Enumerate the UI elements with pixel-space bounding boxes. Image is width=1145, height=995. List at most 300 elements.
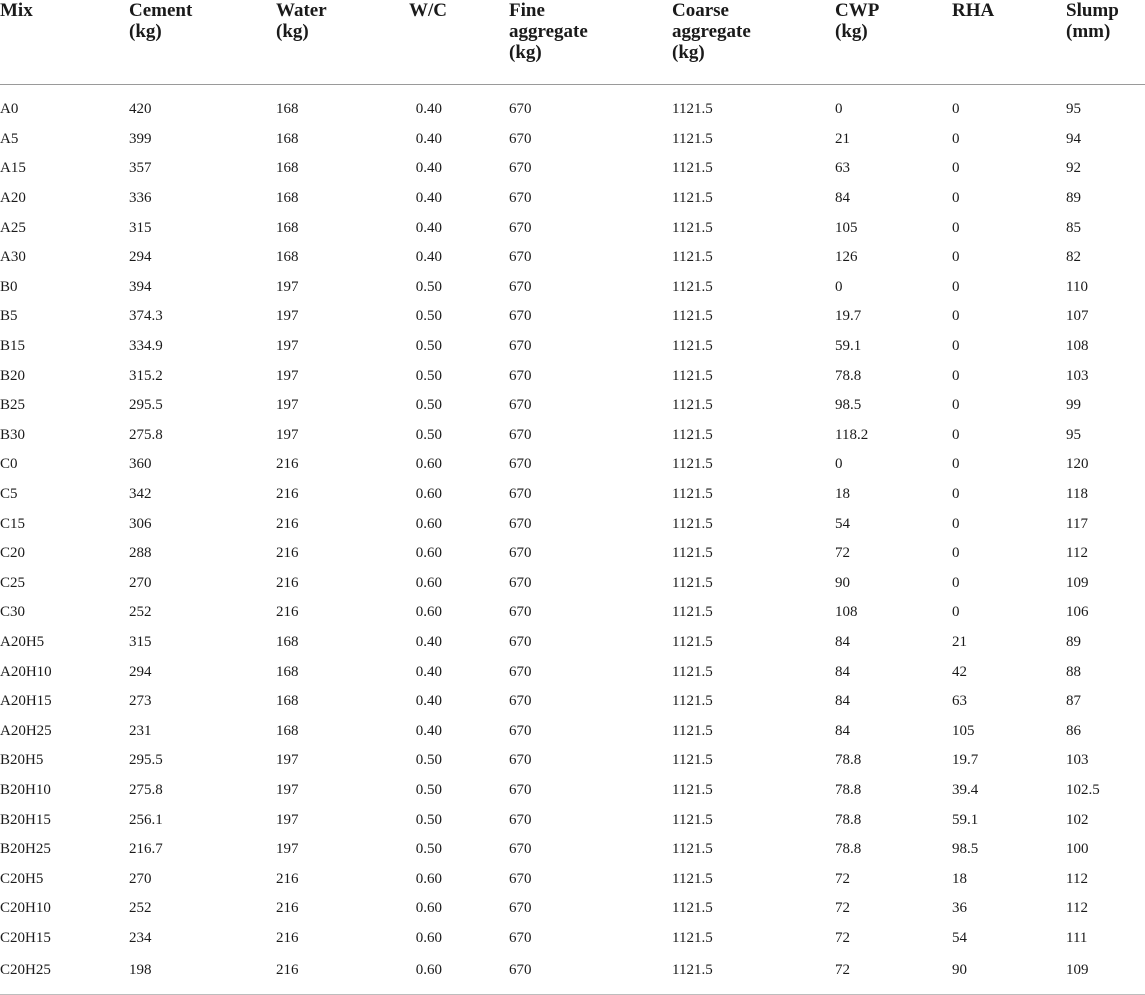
cell-cwp: 78.8 [835,841,862,858]
cell-slump: 112 [1066,870,1088,887]
table-row [0,539,1145,569]
table-row [0,213,1145,243]
cell-cement: 294 [129,663,152,680]
cell-water: 168 [276,249,299,266]
cell-cement: 234 [129,929,152,946]
cell-cement: 216.7 [129,841,163,858]
cell-mix: C20 [0,545,26,562]
cell-rha: 63 [952,693,967,710]
cell-cwp: 72 [835,929,850,946]
cell-cement: 357 [129,160,152,177]
table-row [0,864,1145,894]
table-row [0,835,1145,865]
cell-coarse-aggregate: 1121.5 [672,190,713,207]
cell-cement: 295.5 [129,752,163,769]
cell-fine-aggregate: 670 [509,574,532,591]
cell-cwp: 78.8 [835,811,862,828]
table-row [0,273,1145,303]
cell-mix: A20H25 [0,722,52,739]
cell-slump: 102.5 [1066,781,1100,798]
cell-mix: B20H15 [0,811,51,828]
cell-water: 216 [276,486,299,503]
cell-mix: A25 [0,219,26,236]
cell-fine-aggregate: 670 [509,101,532,118]
cell-fine-aggregate: 670 [509,722,532,739]
cell-water: 168 [276,101,299,118]
cell-fine-aggregate: 670 [509,961,532,978]
cell-slump: 89 [1066,633,1081,650]
table-row [0,805,1145,835]
cell-rha: 21 [952,633,967,650]
cell-mix: A20H10 [0,663,52,680]
cell-fine-aggregate: 670 [509,633,532,650]
table-row [0,480,1145,510]
cell-cwp: 21 [835,130,850,147]
cell-water: 197 [276,338,299,355]
cell-mix: B20 [0,367,26,384]
cell-wc: 0.60 [415,515,442,532]
cell-rha: 0 [952,338,960,355]
cell-rha: 0 [952,101,960,118]
cell-rha: 90 [952,961,967,978]
cell-water: 197 [276,841,299,858]
cell-cwp: 84 [835,693,850,710]
cell-cement: 336 [129,190,152,207]
table-row [0,716,1145,746]
cell-coarse-aggregate: 1121.5 [672,961,713,978]
cell-fine-aggregate: 670 [509,515,532,532]
cell-wc: 0.50 [415,338,442,355]
cell-fine-aggregate: 670 [509,693,532,710]
cell-rha: 0 [952,456,960,473]
cell-coarse-aggregate: 1121.5 [672,515,713,532]
cell-wc: 0.60 [415,456,442,473]
cell-cement: 275.8 [129,781,163,798]
table-row [0,125,1145,155]
cell-water: 216 [276,456,299,473]
cell-rha: 0 [952,486,960,503]
cell-fine-aggregate: 670 [509,811,532,828]
cell-cwp: 84 [835,722,850,739]
cell-water: 197 [276,308,299,325]
cell-mix: C25 [0,574,26,591]
cell-coarse-aggregate: 1121.5 [672,574,713,591]
column-header-cwp: CWP (kg) [835,0,880,42]
cell-cwp: 126 [835,249,858,266]
cell-mix: A20H15 [0,693,52,710]
table-row [0,421,1145,451]
column-header-water: Water (kg) [276,0,327,42]
cell-cement: 315.2 [129,367,163,384]
cell-rha: 0 [952,219,960,236]
cell-coarse-aggregate: 1121.5 [672,308,713,325]
cell-coarse-aggregate: 1121.5 [672,456,713,473]
cell-water: 168 [276,663,299,680]
cell-slump: 108 [1066,338,1089,355]
cell-wc: 0.50 [415,397,442,414]
cell-wc: 0.50 [415,841,442,858]
cell-slump: 95 [1066,426,1081,443]
cell-cwp: 19.7 [835,308,862,325]
cell-rha: 0 [952,249,960,266]
cell-coarse-aggregate: 1121.5 [672,545,713,562]
cell-cwp: 54 [835,515,850,532]
cell-slump: 100 [1066,841,1089,858]
cell-wc: 0.50 [415,278,442,295]
table-row [0,509,1145,539]
table-row [0,332,1145,362]
cell-cement: 275.8 [129,426,163,443]
cell-slump: 85 [1066,219,1081,236]
cell-water: 168 [276,190,299,207]
cell-water: 197 [276,367,299,384]
cell-water: 216 [276,961,299,978]
cell-wc: 0.60 [415,486,442,503]
cell-fine-aggregate: 670 [509,130,532,147]
cell-coarse-aggregate: 1121.5 [672,693,713,710]
cell-rha: 36 [952,900,967,917]
cell-water: 197 [276,752,299,769]
cell-slump: 88 [1066,663,1081,680]
cell-mix: B25 [0,397,26,414]
cell-rha: 0 [952,397,960,414]
cell-wc: 0.50 [415,811,442,828]
cell-coarse-aggregate: 1121.5 [672,900,713,917]
cell-rha: 0 [952,278,960,295]
table-row [0,154,1145,184]
cell-rha: 0 [952,515,960,532]
cell-cement: 198 [129,961,152,978]
cell-water: 216 [276,870,299,887]
cell-cement: 315 [129,633,152,650]
cell-slump: 92 [1066,160,1081,177]
cell-water: 216 [276,574,299,591]
cell-cwp: 84 [835,663,850,680]
cell-cwp: 18 [835,486,850,503]
cell-mix: B20H5 [0,752,44,769]
cell-coarse-aggregate: 1121.5 [672,841,713,858]
cell-coarse-aggregate: 1121.5 [672,781,713,798]
cell-slump: 89 [1066,190,1081,207]
cell-cement: 374.3 [129,308,163,325]
cell-cement: 334.9 [129,338,163,355]
cell-cwp: 98.5 [835,397,862,414]
cell-rha: 0 [952,545,960,562]
cell-rha: 0 [952,308,960,325]
cell-cement: 270 [129,870,152,887]
cell-fine-aggregate: 670 [509,308,532,325]
cell-cwp: 108 [835,604,858,621]
cell-slump: 112 [1066,545,1088,562]
cell-rha: 0 [952,426,960,443]
cell-rha: 0 [952,160,960,177]
cell-rha: 98.5 [952,841,979,858]
cell-slump: 94 [1066,130,1081,147]
cell-cement: 394 [129,278,152,295]
cell-fine-aggregate: 670 [509,278,532,295]
cell-mix: C30 [0,604,26,621]
cell-wc: 0.60 [415,961,442,978]
cell-fine-aggregate: 670 [509,870,532,887]
cell-wc: 0.40 [415,219,442,236]
cell-rha: 39.4 [952,781,979,798]
cell-mix: A20H5 [0,633,45,650]
cell-coarse-aggregate: 1121.5 [672,811,713,828]
cell-cement: 231 [129,722,152,739]
cell-mix: C0 [0,456,18,473]
cell-coarse-aggregate: 1121.5 [672,130,713,147]
cell-coarse-aggregate: 1121.5 [672,278,713,295]
cell-rha: 0 [952,367,960,384]
cell-wc: 0.50 [415,367,442,384]
table-row [0,687,1145,717]
cell-wc: 0.50 [415,781,442,798]
cell-fine-aggregate: 670 [509,604,532,621]
cell-cwp: 72 [835,900,850,917]
header-row [0,0,1145,85]
cell-coarse-aggregate: 1121.5 [672,426,713,443]
cell-cwp: 0 [835,278,843,295]
cell-slump: 118 [1066,486,1088,503]
cell-wc: 0.60 [415,545,442,562]
table-row [0,450,1145,480]
cell-fine-aggregate: 670 [509,338,532,355]
cell-cement: 288 [129,545,152,562]
cell-cwp: 63 [835,160,850,177]
cell-rha: 105 [952,722,975,739]
cell-slump: 86 [1066,722,1081,739]
cell-water: 168 [276,130,299,147]
cell-rha: 0 [952,130,960,147]
cell-wc: 0.40 [415,693,442,710]
cell-rha: 59.1 [952,811,979,828]
cell-mix: B30 [0,426,26,443]
cell-water: 168 [276,722,299,739]
cell-coarse-aggregate: 1121.5 [672,870,713,887]
cell-rha: 0 [952,574,960,591]
cell-coarse-aggregate: 1121.5 [672,397,713,414]
cell-cement: 294 [129,249,152,266]
cell-mix: C20H25 [0,961,51,978]
cell-coarse-aggregate: 1121.5 [672,486,713,503]
cell-slump: 110 [1066,278,1088,295]
cell-rha: 0 [952,190,960,207]
cell-mix: C20H5 [0,870,44,887]
cell-slump: 106 [1066,604,1089,621]
cell-wc: 0.60 [415,870,442,887]
cell-water: 197 [276,278,299,295]
cell-slump: 107 [1066,308,1089,325]
cell-water: 216 [276,929,299,946]
cell-fine-aggregate: 670 [509,426,532,443]
cell-cement: 342 [129,486,152,503]
cell-fine-aggregate: 670 [509,249,532,266]
cell-water: 197 [276,426,299,443]
table-row [0,85,1145,125]
cell-mix: A20 [0,190,26,207]
cell-cement: 273 [129,693,152,710]
cell-water: 168 [276,633,299,650]
cell-wc: 0.40 [415,190,442,207]
cell-cwp: 78.8 [835,781,862,798]
table-header [0,0,1145,85]
cell-coarse-aggregate: 1121.5 [672,929,713,946]
cell-rha: 19.7 [952,752,979,769]
cell-slump: 120 [1066,456,1089,473]
cell-wc: 0.60 [415,929,442,946]
cell-cwp: 84 [835,633,850,650]
cell-slump: 111 [1066,929,1088,946]
cell-fine-aggregate: 670 [509,397,532,414]
cell-rha: 42 [952,663,967,680]
cell-cwp: 72 [835,545,850,562]
cell-slump: 103 [1066,752,1089,769]
cell-water: 216 [276,900,299,917]
cell-cement: 315 [129,219,152,236]
cell-water: 197 [276,811,299,828]
table-row [0,894,1145,924]
cell-fine-aggregate: 670 [509,841,532,858]
table-row [0,569,1145,599]
cell-rha: 18 [952,870,967,887]
cell-fine-aggregate: 670 [509,929,532,946]
cell-cwp: 0 [835,456,843,473]
cell-fine-aggregate: 670 [509,367,532,384]
table-row [0,243,1145,273]
cell-cement: 420 [129,101,152,118]
cell-fine-aggregate: 670 [509,900,532,917]
table-row [0,628,1145,658]
cell-mix: A5 [0,130,19,147]
cell-water: 168 [276,160,299,177]
column-header-wc: W/C [409,0,447,21]
cell-cwp: 118.2 [835,426,869,443]
cell-cwp: 105 [835,219,858,236]
cell-water: 168 [276,693,299,710]
cell-cement: 306 [129,515,152,532]
cell-wc: 0.50 [415,426,442,443]
cell-fine-aggregate: 670 [509,545,532,562]
cell-cement: 252 [129,900,152,917]
cell-mix: C20H10 [0,900,51,917]
cell-cement: 295.5 [129,397,163,414]
cell-mix: A0 [0,101,19,118]
cell-fine-aggregate: 670 [509,663,532,680]
cell-coarse-aggregate: 1121.5 [672,101,713,118]
cell-cwp: 72 [835,870,850,887]
column-header-fine-aggregate: Fine aggregate (kg) [509,0,588,63]
cell-cement: 252 [129,604,152,621]
cell-coarse-aggregate: 1121.5 [672,604,713,621]
table-row [0,657,1145,687]
cell-cwp: 72 [835,961,850,978]
cell-water: 168 [276,219,299,236]
cell-slump: 87 [1066,693,1081,710]
cell-cwp: 78.8 [835,752,862,769]
cell-fine-aggregate: 670 [509,219,532,236]
cell-wc: 0.40 [415,130,442,147]
cell-wc: 0.60 [415,900,442,917]
cell-cement: 360 [129,456,152,473]
cell-coarse-aggregate: 1121.5 [672,367,713,384]
cell-wc: 0.40 [415,633,442,650]
cell-mix: C15 [0,515,26,532]
cell-mix: A30 [0,249,26,266]
cell-slump: 109 [1066,574,1089,591]
cell-coarse-aggregate: 1121.5 [672,663,713,680]
cell-coarse-aggregate: 1121.5 [672,633,713,650]
cell-fine-aggregate: 670 [509,781,532,798]
cell-coarse-aggregate: 1121.5 [672,249,713,266]
cell-cwp: 0 [835,101,843,118]
cell-fine-aggregate: 670 [509,160,532,177]
cell-water: 216 [276,515,299,532]
table-row [0,184,1145,214]
cell-cement: 270 [129,574,152,591]
cell-cement: 399 [129,130,152,147]
cell-water: 197 [276,781,299,798]
cell-rha: 0 [952,604,960,621]
cell-slump: 112 [1066,900,1088,917]
cell-slump: 95 [1066,101,1081,118]
column-header-coarse-aggregate: Coarse aggregate (kg) [672,0,751,63]
cell-mix: B20H10 [0,781,51,798]
cell-wc: 0.60 [415,604,442,621]
cell-cement: 256.1 [129,811,163,828]
cell-wc: 0.40 [415,101,442,118]
column-header-cement: Cement (kg) [129,0,193,42]
cell-cwp: 78.8 [835,367,862,384]
cell-coarse-aggregate: 1121.5 [672,219,713,236]
cell-slump: 102 [1066,811,1089,828]
cell-slump: 103 [1066,367,1089,384]
cell-water: 216 [276,604,299,621]
column-header-slump: Slump (mm) [1066,0,1119,42]
column-header-rha: RHA [952,0,995,21]
cell-slump: 82 [1066,249,1081,266]
cell-wc: 0.40 [415,160,442,177]
cell-mix: B0 [0,278,18,295]
cell-wc: 0.40 [415,249,442,266]
cell-slump: 117 [1066,515,1088,532]
cell-cwp: 84 [835,190,850,207]
cell-fine-aggregate: 670 [509,456,532,473]
cell-fine-aggregate: 670 [509,486,532,503]
cell-wc: 0.50 [415,308,442,325]
table-row [0,746,1145,776]
cell-wc: 0.60 [415,574,442,591]
table-row [0,302,1145,332]
cell-wc: 0.50 [415,752,442,769]
cell-coarse-aggregate: 1121.5 [672,722,713,739]
table-row [0,391,1145,421]
cell-cwp: 59.1 [835,338,862,355]
cell-mix: B15 [0,338,26,355]
table-row [0,953,1145,987]
table-row [0,924,1145,954]
cell-slump: 99 [1066,397,1081,414]
table-row [0,598,1145,628]
cell-cwp: 90 [835,574,850,591]
column-header-mix: Mix [0,0,33,21]
table-row [0,776,1145,806]
cell-coarse-aggregate: 1121.5 [672,160,713,177]
cell-slump: 109 [1066,961,1089,978]
cell-water: 216 [276,545,299,562]
cell-mix: C5 [0,486,18,503]
cell-wc: 0.40 [415,663,442,680]
table-body [0,85,1145,988]
